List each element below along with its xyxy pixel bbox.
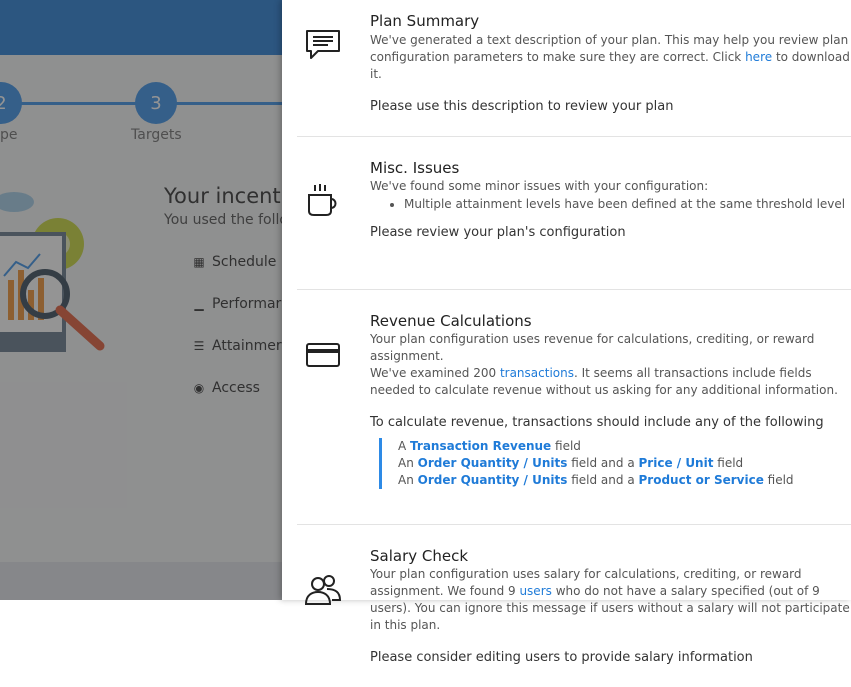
list-item — [398, 472, 851, 489]
requirement-text: field and a — [567, 473, 639, 487]
section-note: Please review your plan's configuration — [370, 225, 626, 240]
section-note: To calculate revenue, transactions should include any of the following — [370, 415, 824, 430]
requirement-text: field — [763, 473, 794, 487]
misc-issues-section — [297, 159, 851, 290]
section-title: Plan Summary — [370, 12, 480, 30]
revenue-requirements-list — [379, 438, 851, 489]
requirement-text: A — [398, 439, 411, 453]
coffee-mug-icon — [304, 181, 342, 219]
plan-review-panel — [282, 0, 851, 665]
section-title: Revenue Calculations — [370, 312, 532, 330]
requirement-text: field — [713, 456, 744, 470]
section-description: We've found some minor issues with your configuration: — [370, 179, 709, 193]
description-text: Your plan configuration uses salary for calculations, crediting, or reward assignment. We found 9 — [370, 567, 802, 598]
section-title: Misc. Issues — [370, 159, 460, 177]
description-text: We've examined 200 — [370, 366, 500, 380]
description-text: Your plan configuration uses revenue for calculations, crediting, or reward assignment. — [370, 332, 815, 363]
section-description — [370, 566, 851, 634]
field-name: Order Quantity / Units — [417, 456, 568, 470]
credit-card-icon — [304, 336, 342, 374]
field-name: Order Quantity / Units — [417, 473, 568, 487]
requirement-text: field and a — [567, 456, 639, 470]
field-name: Transaction Revenue — [410, 439, 552, 453]
description-text: who do not have a salary specified (out of 9 users). You can ignore this message if users without a salary will not participate in this plan. — [370, 584, 850, 632]
section-description — [370, 32, 851, 83]
description-text: . It seems all transactions include fields needed to calculate revenue without us asking for any additional information. — [370, 366, 838, 397]
issues-list — [404, 197, 851, 211]
description-text — [370, 365, 851, 399]
section-description — [370, 331, 851, 399]
description-text: We've generated a text description of your plan. This may help you review plan configuration parameters to make sure they are correct. Click — [370, 33, 849, 64]
section-title: Salary Check — [370, 547, 469, 565]
download-link[interactable]: here — [745, 50, 773, 64]
revenue-calculations-section — [297, 312, 851, 525]
transactions-link[interactable]: transactions — [499, 366, 574, 380]
description-text: to download it. — [370, 50, 850, 81]
users-link[interactable]: users — [519, 584, 552, 598]
field-name: Price / Unit — [638, 456, 714, 470]
section-note: Please consider editing users to provide salary information — [370, 650, 753, 665]
field-name: Product or Service — [638, 473, 764, 487]
requirement-text: An — [398, 456, 418, 470]
plan-summary-section — [297, 12, 851, 137]
salary-check-section — [297, 547, 851, 687]
requirement-text: field — [551, 439, 581, 453]
requirement-text: An — [398, 473, 418, 487]
users-icon — [304, 571, 342, 609]
section-note: Please use this description to review your plan — [370, 99, 674, 114]
list-item: • Multiple attainment levels have been defined at the same threshold level — [404, 197, 851, 211]
list-item — [398, 438, 851, 455]
list-item — [398, 455, 851, 472]
comment-icon — [304, 26, 342, 64]
